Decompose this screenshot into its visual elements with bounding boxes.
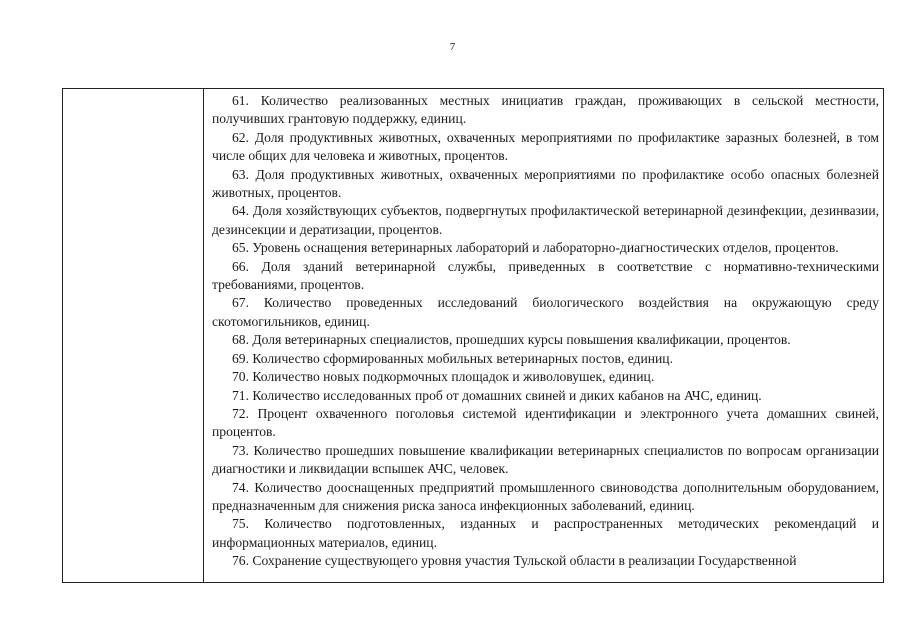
indicators-table bbox=[62, 88, 884, 583]
indicator-item-66: 66. Доля зданий ветеринарной службы, приведенных в соответствие с нормативно-техническими требованиями, процентов. bbox=[212, 258, 879, 293]
page-number: 7 bbox=[449, 41, 456, 53]
indicator-item-67: 67. Количество проведенных исследований биологического воздействия на окружающую среду скотомогильников, единиц. bbox=[212, 295, 879, 329]
indicator-item-69: 69. Количество сформированных мобильных ветеринарных постов, единиц. bbox=[232, 350, 673, 366]
column-divider bbox=[203, 89, 204, 582]
indicator-item-61: 61. Количество реализованных местных инициатив граждан, проживающих в сельской местности, получивших грантовую поддержку, единиц. bbox=[212, 93, 879, 127]
indicator-item-62: 62. Доля продуктивных животных, охваченных мероприятиями по профилактике заразных болезней, в том числе общих для человека и животных, процентов. bbox=[212, 129, 879, 164]
indicator-item-75: 75. Количество подготовленных, изданных и распространенных методических рекомендаций и информационных материалов, единиц. bbox=[212, 516, 879, 550]
indicator-item-63: 63. Доля продуктивных животных, охваченных мероприятиями по профилактике особо опасных болезней животных, процентов. bbox=[212, 166, 879, 201]
indicator-item-71: 71. Количество исследованных проб от домашних свиней и диких кабанов на АЧС, единиц. bbox=[232, 387, 762, 403]
indicator-item-76: 76. Сохранение существующего уровня участия Тульской области в реализации Государственной bbox=[232, 553, 797, 569]
indicators-column bbox=[212, 92, 879, 571]
indicator-item-64: 64. Доля хозяйствующих субъектов, подвергнутых профилактической ветеринарной дезинфекции, дезинвазии, дезинсекции и дератизации, процентов. bbox=[212, 203, 879, 237]
indicator-item-72: 72. Процент охваченного поголовья системой идентификации и электронного учета домашних свиней, процентов. bbox=[212, 405, 879, 440]
indicator-item-73: 73. Количество прошедших повышение квалификации ветеринарных специалистов по вопросам организации диагностики и ликвидации вспышек АЧС, человек. bbox=[212, 442, 879, 477]
indicator-item-70: 70. Количество новых подкормочных площадок и живоловушек, единиц. bbox=[232, 369, 655, 385]
indicator-item-65: 65. Уровень оснащения ветеринарных лабораторий и лабораторно-диагностических отделов, процентов. bbox=[232, 240, 839, 256]
indicator-item-74: 74. Количество дооснащенных предприятий промышленного свиноводства дополнительным оборудованием, предназначенным для снижения риска заноса инфекционных заболеваний, единиц. bbox=[212, 479, 879, 513]
indicator-item-68: 68. Доля ветеринарных специалистов, прошедших курсы повышения квалификации, процентов. bbox=[232, 332, 791, 348]
